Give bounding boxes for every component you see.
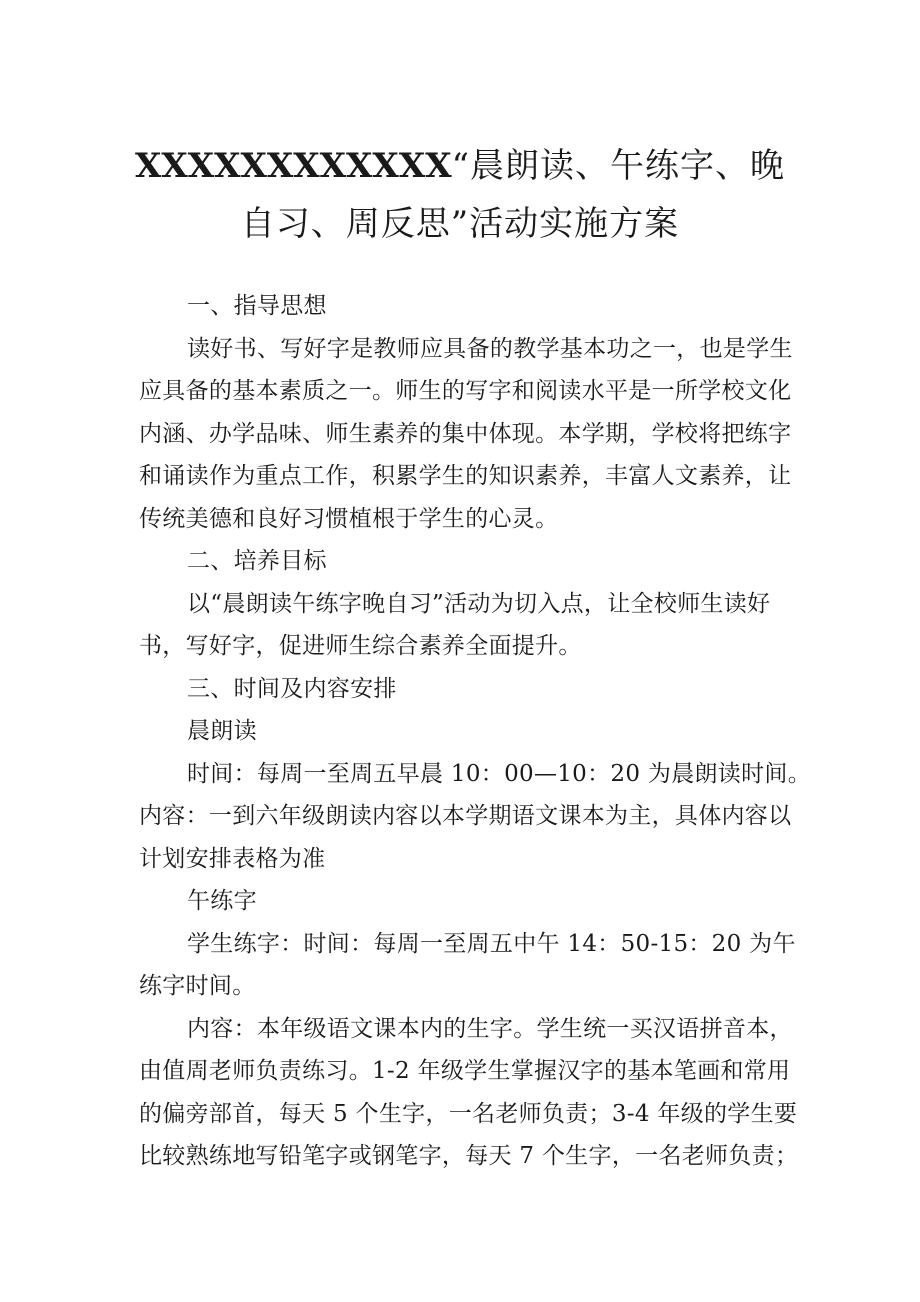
paragraph-line: 比较熟练地写铅笔字或钢笔字，每天 7 个生字，一名老师负责； (139, 1143, 799, 1169)
paragraph-line: 计划安排表格为准 (139, 846, 326, 872)
paragraph-line: 读好书、写好字是教师应具备的教学基本功之一，也是学生 (187, 336, 793, 362)
document-title-line-2: 自习、周反思”活动实施方案 (240, 204, 680, 244)
section-heading-goal: 二、培养目标 (187, 548, 327, 574)
title-line-1-text: “晨朗读、午练字、晚 (451, 146, 785, 186)
paragraph-line: 时间：每周一至周五早晨 10：00—10：20 为晨朗读时间。 (187, 761, 811, 787)
paragraph-line: 应具备的基本素质之一。师生的写字和阅读水平是一所学校文化 (139, 378, 792, 404)
paragraph-line: 学生练字：时间：每周一至周五中午 14：50-15：20 为午 (187, 931, 796, 957)
paragraph-line: 书，写好字，促进师生综合素养全面提升。 (139, 633, 582, 659)
subsection-heading-noon: 午练字 (187, 888, 257, 914)
paragraph-line: 传统美德和良好习惯植根于学生的心灵。 (139, 506, 559, 532)
paragraph-line: 以“晨朗读午练字晚自习”活动为切入点，让全校师生读好 (187, 591, 771, 617)
section-heading-schedule: 三、时间及内容安排 (187, 676, 397, 702)
subsection-heading-morning: 晨朗读 (187, 718, 257, 744)
paragraph-line: 练字时间。 (139, 973, 256, 999)
paragraph-line: 内容：本年级语文课本内的生字。学生统一买汉语拼音本， (187, 1016, 793, 1042)
paragraph-line: 的偏旁部首，每天 5 个生字，一名老师负责；3-4 年级的学生要 (139, 1101, 798, 1127)
paragraph-line: 内容：一到六年级朗读内容以本学期语文课本为主，具体内容以 (139, 803, 792, 829)
paragraph-line: 和诵读作为重点工作，积累学生的知识素养，丰富人文素养，让 (139, 463, 792, 489)
document-title-line-1 (130, 136, 790, 196)
section-heading-guiding: 一、指导思想 (187, 293, 327, 319)
paragraph-line: 内涵、办学品味、师生素养的集中体现。本学期，学校将把练字 (139, 421, 792, 447)
title-placeholder-text: XXXXXXXXXXXX (135, 146, 452, 186)
paragraph-line: 由值周老师负责练习。1-2 年级学生掌握汉字的基本笔画和常用 (139, 1058, 791, 1084)
